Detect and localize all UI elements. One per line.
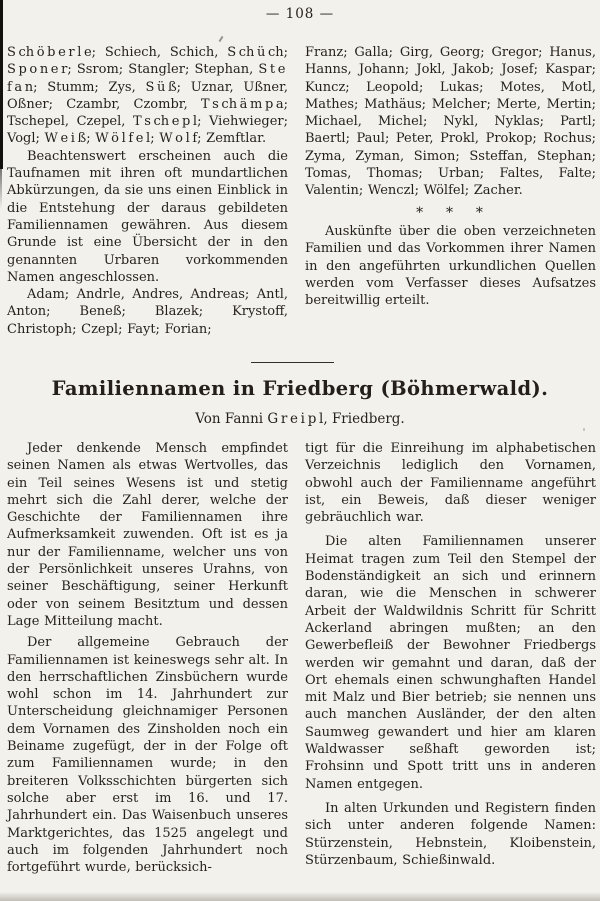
article-title: Familiennamen in Friedberg (Böhmerwald). xyxy=(51,377,549,400)
article-paragraph-3: tigt für die Einreihung im alphabetischen Verzeichnis lediglich den Vornamen, obwohl auch der Familienname angeführt ist, ein Beweis, daß dieser weniger gebräuchlich war. xyxy=(305,441,596,526)
paper-speck xyxy=(583,428,585,431)
article-paragraph-5: In alten Urkunden und Registern finden sich unter anderen folgende Namen: Stürzenstein, Hebnstein, Kloibenstein, Stürzenbaum, Schießinwald. xyxy=(305,800,596,868)
firstname-list-a-f: Adam; Andrle, Andres, Andreas; Antl, Anton; Beneß; Blazek; Krystoff, Christoph; Czepl; Fayt; Forian; xyxy=(7,287,288,337)
article-left-column xyxy=(7,440,288,876)
top-left-column xyxy=(7,44,288,338)
article-right-column xyxy=(305,440,596,869)
paper-speck xyxy=(219,36,224,42)
page-number: — 108 — xyxy=(265,6,335,22)
article-paragraph-4: Die alten Familiennamen unserer Heimat tragen zum Teil den Stempel der Bodenständigkeit an sich und erinnern daran, wie die Menschen in schwerer Arbeit der Waldwildnis Schritt für Schritt Ackerland abringen mußten; an den Gewerbefleiß der Bewohner Friedbergs werden wir gemahnt und daran, daß der Ort ehemals einen schwunghaften Handel mit Malz und Bier betrieb; sie nennen uns auch manchen Ausländer, der den alten Saumweg gewandert und hier am klaren Waldwasser seßhaft geworden ist; Frohsinn und Spott tritt uns in anderen Namen entgegen. xyxy=(305,534,596,792)
firstname-list-f-z: Franz; Galla; Girg, Georg; Gregor; Hanus, Hanns, Johann; Jokl, Jakob; Josef; Kaspar; Kuncz; Leopold; Lukas; Motes, Motl, Mathes; Mathäus; Melcher; Merte, Mertin; Michael, Michel; Nykl, Nyklas; Partl; Baertl; Paul; Peter, Prokl, Prokop; Rochus; Zyma, Zyman, Simon; Ssteffan, Stephan; Tomas, Thomas; Urban; Faltes, Falte; Valentin; Wenczl; Wölfel; Zacher. xyxy=(305,45,596,199)
article-byline: Von Fanni G r e i p l, Friedberg. xyxy=(195,411,405,427)
article-paragraph-2: Der allgemeine Gebrauch der Familiennamen ist keineswegs sehr alt. In den herrschaftlichen Zinsbüchern wurde wohl schon im 14. Jahrhundert zur Unterscheidung gleichnamiger Personen dem Vornamen des Zinsholden noch ein Beiname zugefügt, der in der Folge oft zum Familiennamen wurde; in den breiteren Volksschichten bürgerten sich solche aber erst im 16. und 17. Jahrhundert ein. Das Waisenbuch unseres Marktgerichtes, das 1525 angelegt und auch im folgenden Jahrhundert noch fortgeführt wurde, berücksich- xyxy=(7,635,288,876)
paragraph-taufnamen: Beachtenswert erscheinen auch die Taufnamen mit ihren oft mundartlichen Abkürzungen, da sie uns einen Einblick in die Entstehung der daraus gebildeten Familiennamen gewähren. Aus diesem Grunde ist eine Übersicht der in den genannten Urbaren vorkommenden Namen angeschlossen. xyxy=(7,148,288,285)
section-divider-rule xyxy=(251,362,334,363)
asterisk-separator: * * * xyxy=(416,204,485,221)
top-right-column xyxy=(305,44,596,309)
scan-bottom-edge xyxy=(0,892,600,901)
surname-list-s-z: S ch ö b e r l e; Schiech, Schich, S ch ü ch; S p o n e r; Ssrom; Stangler; Stephan, S t e f a n; Stumm; Zys, S ü ß; Uznar, Ußner, Oßner; Czambr, Czombr, T s ch ä m p a; Tschepel, Czepel, T s ch e p l; Viehwieger; Vogl; W e i ß; W ö l f e l; W o l f; Zemftlar. xyxy=(7,45,288,147)
paragraph-auskuenfte: Auskünfte über die oben verzeichneten Familien und das Vorkommen ihrer Namen in den angeführten urkundlichen Quellen werden vom Verfasser dieses Aufsatzes bereitwillig erteilt. xyxy=(305,223,596,309)
scan-spine-edge xyxy=(0,0,3,169)
scan-spine-edge-fade xyxy=(0,169,2,209)
article-paragraph-1: Jeder denkende Mensch empfindet seinen Namen als etwas Wertvolles, das ein Teil seines Wesens ist und stetig mehrt sich die Zahl derer, welche der Geschichte der Familiennamen ihre Aufmerksamkeit zuwenden. Oft ist es ja nur der Familienname, welcher uns von der Persönlichkeit unseres Urahns, von seiner Beschäftigung, seiner Herkunft oder von seinem Besitztum und dessen Lage Mitteilung macht. xyxy=(7,441,288,629)
